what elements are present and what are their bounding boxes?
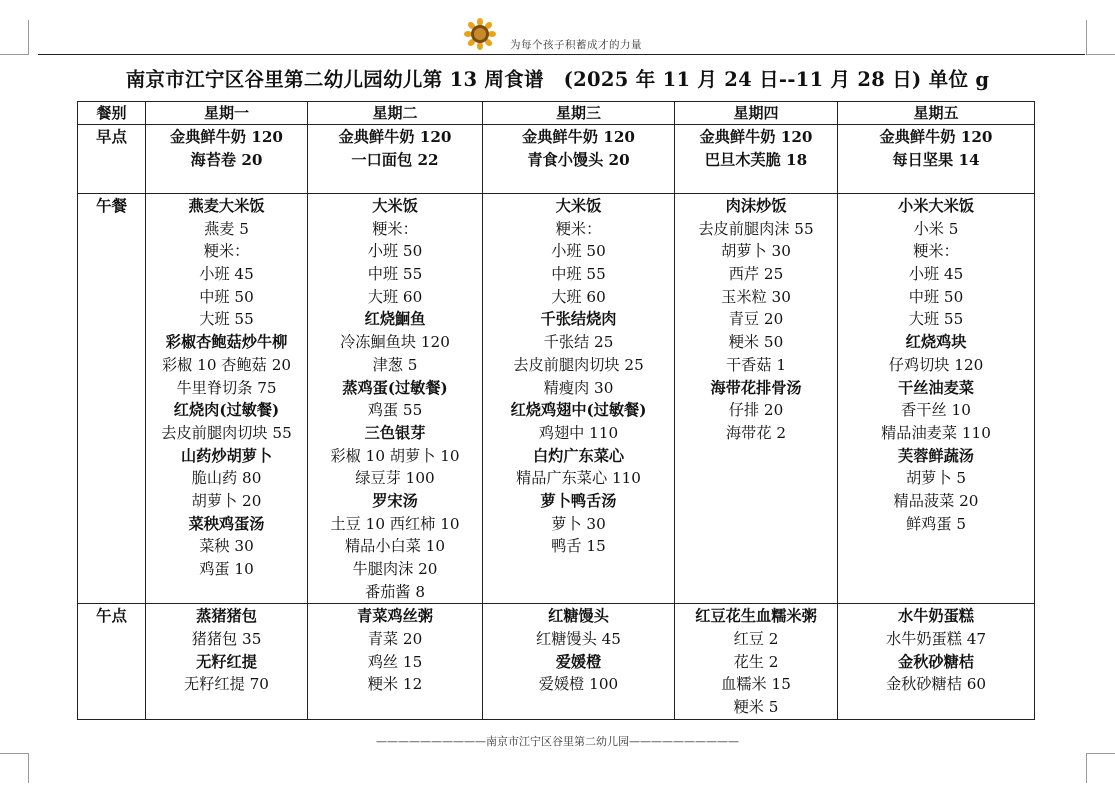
crop-mark [1086,54,1115,55]
crop-mark [0,753,28,754]
dish-name: 红烧鸡块 [905,333,967,352]
sunflower-logo-icon [464,18,496,50]
dish-name: 红烧鸡翅中(过敏餐) [510,401,647,420]
ingredient-line: 脆山药 80 [191,469,262,488]
ingredient-line: 大班 55 [908,310,964,329]
dish-name: 红烧肉(过敏餐) [173,401,280,420]
dish-name: 青菜鸡丝粥 [357,607,433,626]
dish-name: 小米大米饭 [898,197,974,215]
ingredient-line: 大班 55 [199,310,254,329]
menu-cell-monday [146,604,308,719]
ingredient-line: 红糖馒头 45 [536,630,621,649]
ingredient-line: 精品广东菜心 110 [516,469,641,488]
ingredient-line: 津葱 5 [372,355,418,374]
menu-cell-wednesday [483,604,675,719]
dish-name: 每日坚果 14 [892,150,980,169]
ingredient-line: 鸭舌 15 [551,537,606,556]
column-header-wednesday: 星期三 [483,102,675,125]
column-header-tuesday: 星期二 [308,102,483,125]
ingredient-line: 鸡蛋 55 [367,401,423,420]
menu-cell-monday [146,194,308,604]
dish-name: 金典鲜牛奶 120 [338,128,452,146]
dish-name: 千张结烧肉 [540,310,617,329]
ingredient-line: 大班 60 [367,287,423,306]
ingredient-line: 胡萝卜 30 [721,242,791,261]
menu-cell-monday [146,125,308,194]
dish-name: 罗宋汤 [372,491,418,510]
dish-name: 燕麦大米饭 [188,197,265,215]
dish-name: 干丝油麦菜 [898,378,974,397]
meal-row-lunch [78,194,1035,604]
dish-name: 爱媛橙 [555,652,602,671]
ingredient-line: 胡萝卜 5 [905,469,967,488]
ingredient-line: 猪猪包 35 [191,630,262,649]
ingredient-line: 鸡蛋 10 [199,560,254,578]
ingredient-line: 燕麦 5 [204,219,249,238]
crop-mark [28,753,29,783]
ingredient-line: 彩椒 10 杏鲍菇 20 [161,355,292,374]
column-header-friday: 星期五 [838,102,1035,125]
ingredient-line: 小班 45 [908,265,964,284]
ingredient-line: 中班 55 [551,265,606,284]
column-header-monday: 星期一 [146,102,308,125]
ingredient-line: 爱媛橙 100 [538,675,619,694]
dish-name: 萝卜鸭舌汤 [540,491,617,510]
ingredient-line: 仔排 20 [728,401,784,420]
dish-name: 蒸猪猪包 [196,607,257,626]
menu-cell-friday [838,604,1035,719]
ingredient-line: 粳米 12 [367,675,423,694]
ingredient-line: 粳米： [203,242,250,261]
dish-name: 海苔卷 20 [190,150,263,169]
column-header-meal-type: 餐别 [78,102,146,125]
ingredient-line: 玉米粒 30 [721,287,791,306]
dish-name: 蒸鸡蛋(过敏餐) [342,378,448,397]
ingredient-line: 水牛奶蛋糕 47 [885,630,987,649]
menu-cell-tuesday [308,125,483,194]
ingredient-line: 去皮前腿肉切块 25 [513,355,644,374]
crop-mark [1086,20,1087,55]
dish-name: 白灼广东菜心 [532,446,625,465]
ingredient-line: 精品油麦菜 110 [881,423,991,442]
ingredient-line: 小班 50 [367,242,423,261]
ingredient-line: 小班 50 [551,242,606,261]
ingredient-line: 鲜鸡蛋 5 [905,514,967,533]
ingredient-line: 绿豆芽 100 [355,469,435,488]
dish-name: 彩椒杏鲍菇炒牛柳 [165,333,288,352]
dish-name: 金典鲜牛奶 120 [522,128,635,146]
ingredient-line: 中班 55 [367,265,423,284]
dish-name: 金秋砂糖桔 [898,652,974,671]
dish-name: 红烧鮰鱼 [364,310,426,329]
ingredient-line: 西芹 25 [728,265,784,284]
dish-name: 水牛奶蛋糕 [898,607,974,626]
crop-mark [1086,753,1087,783]
dish-name: 红豆花生血糯米粥 [695,607,817,626]
dish-name: 金典鲜牛奶 120 [170,128,283,146]
menu-cell-thursday [675,194,838,604]
ingredient-line: 青豆 20 [728,310,784,329]
dish-name: 红糖馒头 [548,607,609,626]
menu-cell-thursday [675,604,838,719]
weekly-menu-table [77,101,1035,720]
dish-name: 大米饭 [555,197,602,215]
ingredient-line: 冷冻鮰鱼块 120 [340,333,450,352]
school-slogan: 为每个孩子积蓄成才的力量 [510,39,642,51]
menu-cell-thursday [675,125,838,194]
ingredient-line: 中班 50 [199,287,254,306]
table-header-row [78,102,1035,125]
dish-name: 山药炒胡萝卜 [180,446,273,465]
ingredient-line: 香干丝 10 [901,401,971,420]
ingredient-line: 菜秧 30 [199,537,254,556]
ingredient-line: 血糯米 15 [721,675,791,694]
ingredient-line: 鸡丝 15 [367,652,423,671]
ingredient-line: 彩椒 10 胡萝卜 10 [330,446,460,465]
menu-cell-wednesday [483,125,675,194]
menu-cell-wednesday [483,194,675,604]
dish-name: 巴旦木芙脆 18 [704,150,808,169]
meal-row-breakfast-snack [78,125,1035,194]
ingredient-line: 牛里脊切条 75 [176,378,277,397]
ingredient-line: 粳米： [555,219,602,238]
ingredient-line: 青菜 20 [367,630,423,649]
footer-school-name: ——————————南京市江宁区谷里第二幼儿园—————————— [376,735,739,748]
crop-mark [28,20,29,55]
ingredient-line: 番茄酱 8 [364,582,426,601]
ingredient-line: 精瘦肉 30 [543,378,614,397]
ingredient-line: 粳米 5 [733,698,779,717]
menu-cell-friday [838,194,1035,604]
ingredient-line: 无籽红提 70 [184,675,269,694]
menu-cell-tuesday [308,194,483,604]
ingredient-line: 去皮前腿肉切块 55 [161,423,292,442]
ingredient-line: 鸡翅中 110 [538,423,619,442]
ingredient-line: 小米 5 [913,219,959,238]
crop-mark [0,54,28,55]
ingredient-line: 精品小白菜 10 [344,537,446,556]
ingredient-line: 大班 60 [551,287,606,306]
dish-name: 肉沫炒饭 [725,197,787,215]
ingredient-line: 海带花 2 [725,423,787,442]
ingredient-line: 仔鸡切块 120 [888,355,984,374]
header-divider [38,54,1085,55]
ingredient-line: 土豆 10 西红柿 10 [330,514,460,533]
ingredient-line: 粳米 50 [728,333,784,352]
dish-name: 大米饭 [372,197,418,215]
dish-name: 菜秧鸡蛋汤 [188,514,265,533]
meal-type-label: 早点 [78,125,146,194]
dish-name: 三色银芽 [364,423,426,442]
ingredient-line: 干香菇 1 [725,355,787,374]
ingredient-line: 粳米： [372,219,418,238]
ingredient-line: 去皮前腿肉沫 55 [698,219,814,238]
ingredient-line: 中班 50 [908,287,964,306]
ingredient-line: 胡萝卜 20 [191,491,262,510]
ingredient-line: 小班 45 [199,265,254,284]
dish-name: 芙蓉鲜蔬汤 [898,446,974,465]
menu-cell-tuesday [308,604,483,719]
ingredient-line: 金秋砂糖桔 60 [885,675,987,694]
dish-name: 海带花排骨汤 [710,378,802,397]
menu-cell-friday [838,125,1035,194]
dish-name: 无籽红提 [196,652,257,671]
dish-name: 青食小馒头 20 [527,150,630,169]
crop-mark [1086,753,1115,754]
ingredient-line: 牛腿肉沫 20 [352,560,438,578]
dish-name: 金典鲜牛奶 120 [879,128,993,146]
ingredient-line: 千张结 25 [543,333,614,352]
ingredient-line: 精品菠菜 20 [893,491,979,510]
ingredient-line: 红豆 2 [733,630,779,649]
dish-name: 金典鲜牛奶 120 [699,128,813,146]
dish-name: 一口面包 22 [351,150,439,169]
meal-row-afternoon-snack [78,604,1035,719]
ingredient-line: 粳米： [913,242,959,261]
page-title: 南京市江宁区谷里第二幼儿园幼儿第 13 周食谱 (2025 年 11 月 24 日--11 月 28 日) 单位 g [125,68,990,91]
column-header-thursday: 星期四 [675,102,838,125]
meal-type-label: 午餐 [78,194,146,604]
ingredient-line: 花生 2 [733,652,779,671]
meal-type-label: 午点 [78,604,146,719]
ingredient-line: 萝卜 30 [551,514,606,533]
